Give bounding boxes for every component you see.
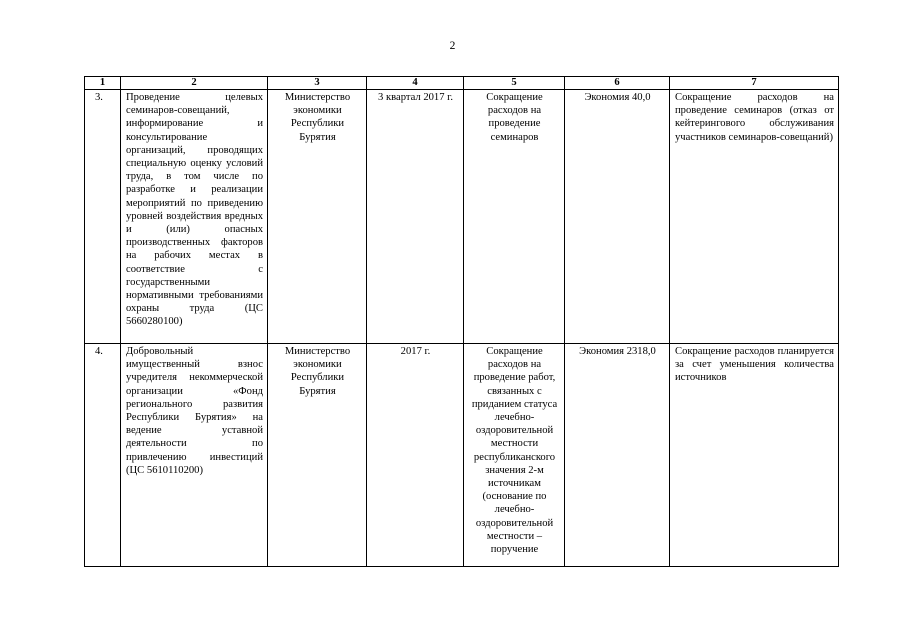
column-header: 4 <box>367 77 464 90</box>
column-header: 6 <box>565 77 670 90</box>
row-number: 4. <box>85 344 121 567</box>
table-row <box>85 344 839 567</box>
column-header: 7 <box>670 77 839 90</box>
measure-cell: Сокращение расходов на проведение семинаров <box>464 90 565 344</box>
event-cell: Добровольный имущественный взнос учредителя некоммерческой организации «Фонд регионального развития Республики Бурятия» на ведение уставной деятельности по привлечению инвестиций (ЦС 5610110200) <box>121 344 268 567</box>
term-cell: 2017 г. <box>367 344 464 567</box>
executor-cell: Министерство экономики Республики Бурятия <box>268 90 367 344</box>
table-row <box>85 90 839 344</box>
column-header: 5 <box>464 77 565 90</box>
column-header: 3 <box>268 77 367 90</box>
measure-cell: Сокращение расходов на проведение работ, связанных с приданием статуса лечебно-оздоровительной местности республиканского значения 2-м источникам (основание по лечебно-оздоровительной местности – поручение <box>464 344 565 567</box>
effect-cell: Экономия 40,0 <box>565 90 670 344</box>
note-cell: Сокращение расходов на проведение семинаров (отказ от кейтерингового обслуживания участников семинаров-совещаний) <box>670 90 839 344</box>
row-number: 3. <box>85 90 121 344</box>
note-cell: Сокращение расходов планируется за счет уменьшения количества источников <box>670 344 839 567</box>
measures-table <box>84 76 839 567</box>
effect-cell: Экономия 2318,0 <box>565 344 670 567</box>
page-number: 2 <box>449 40 456 52</box>
event-cell: Проведение целевых семинаров-совещаний, информирование и консультирование организаций, проводящих специальную оценку условий труда, в том числе по разработке и реализации мероприятий по приведению уровней воздействия вредных и (или) опасных производственных факторов на рабочих местах в соответствие с государственными нормативными требованиями охраны труда (ЦС 5660280100) <box>121 90 268 344</box>
executor-cell: Министерство экономики Республики Бурятия <box>268 344 367 567</box>
column-header: 1 <box>85 77 121 90</box>
column-header: 2 <box>121 77 268 90</box>
term-cell: 3 квартал 2017 г. <box>367 90 464 344</box>
header-row <box>85 77 839 90</box>
